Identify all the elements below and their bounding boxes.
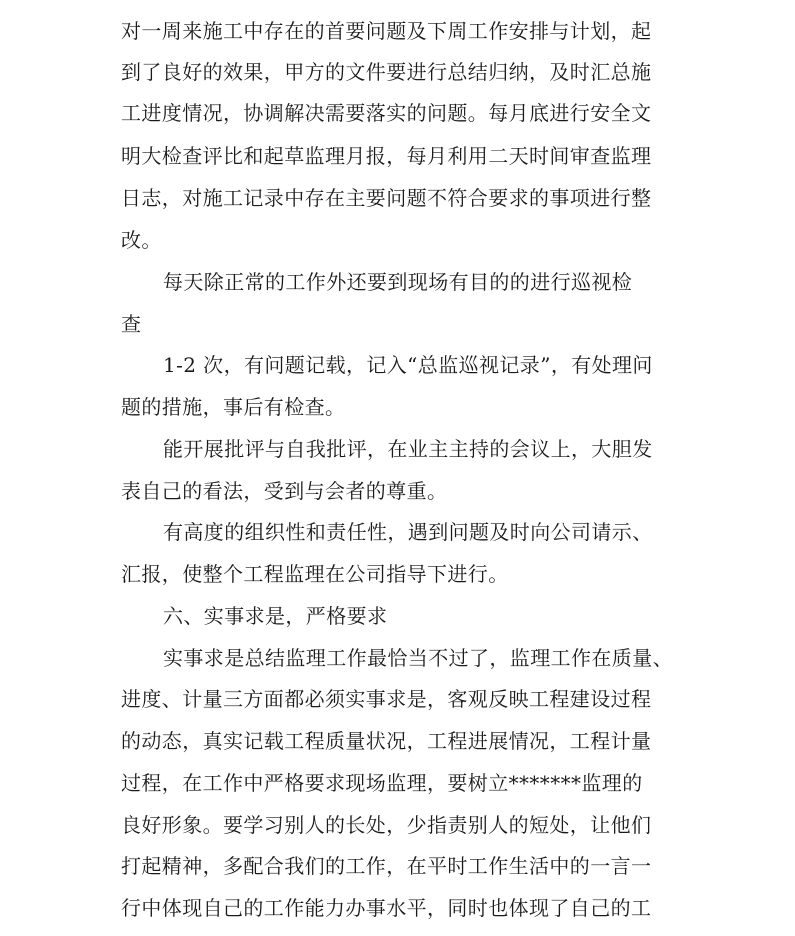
text-line: 题的措施，事后有检查。 — [121, 395, 346, 419]
text-line: 工进度情况，协调解决需要落实的问题。每月底进行安全文 — [121, 101, 652, 125]
section-heading: 六、实事求是，严格要求 — [163, 604, 388, 628]
text-line: 明大检查评比和起草监理月报，每月利用二天时间审查监理 — [121, 144, 652, 168]
text-line: 能开展批评与自我批评，在业主主持的会议上，大胆发 — [163, 437, 653, 461]
text-line: 打起精神，多配合我们的工作，在平时工作生活中的一言一 — [121, 854, 652, 878]
text-line: 1-2 次，有问题记载，记入“总监巡视记录”，有处理问 — [163, 353, 653, 377]
text-line: 有高度的组织性和责任性，遇到问题及时向公司请示、 — [163, 520, 653, 544]
text-line: 每天除正常的工作外还要到现场有目的的进行巡视检 — [163, 270, 633, 294]
text-line: 进度、计量三方面都必须实事求是，客观反映工程建设过程 — [121, 687, 652, 711]
text-line: 汇报，使整个工程监理在公司指导下进行。 — [121, 562, 509, 586]
text-line: 到了良好的效果，甲方的文件要进行总结归纳，及时汇总施 — [121, 60, 652, 84]
text-line: 查 — [121, 312, 142, 336]
text-line: 行中体现自己的工作能力办事水平，同时也体现了自己的工 — [121, 896, 652, 920]
text-line: 过程，在工作中严格要求现场监理，要树立*******监理的 — [121, 771, 643, 795]
text-line: 对一周来施工中存在的首要问题及下周工作安排与计划，起 — [121, 19, 652, 43]
text-line: 实事求是总结监理工作最恰当不过了，监理工作在质量、 — [163, 646, 673, 670]
text-line: 的动态，真实记载工程质量状况，工程进展情况，工程计量 — [121, 729, 652, 753]
text-line: 日志，对施工记录中存在主要问题不符合要求的事项进行整 — [121, 186, 652, 210]
text-line: 表自己的看法，受到与会者的尊重。 — [121, 479, 448, 503]
text-line: 良好形象。要学习别人的长处，少指责别人的短处，让他们 — [121, 813, 652, 837]
text-line: 改。 — [121, 228, 162, 252]
